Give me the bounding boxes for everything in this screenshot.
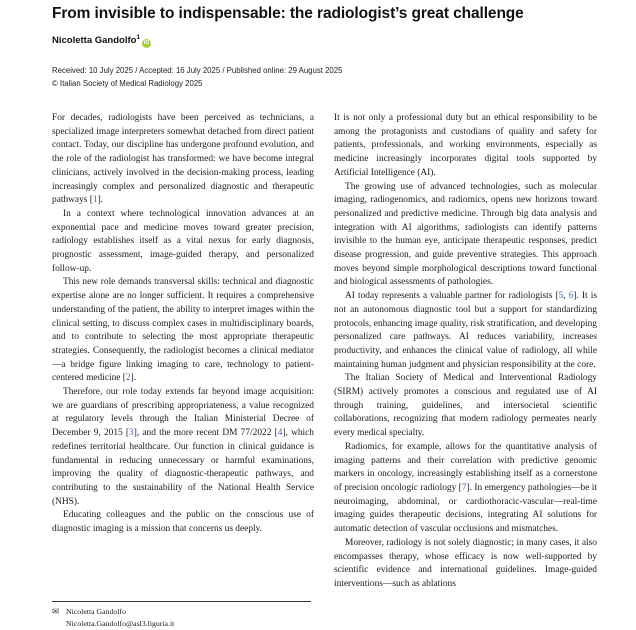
- paragraph: The Italian Society of Medical and Interventional Radiology (SIRM) actively promotes a conscious and regulated use of AI through training, guidelines, and intersocietal scientific collaborations, recognizing that modern radiology permeates nearly every medical specialty.: [334, 373, 597, 439]
- citation-link[interactable]: 5: [558, 291, 564, 302]
- paragraph: It is not only a professional duty but an ethical responsibility to be among the protagonists and custodians of quality and safety for patients, professionals, and working environments, especially as medicine increasingly incorporates digital tools supported by Artificial Intelligence (AI).: [334, 113, 597, 178]
- paragraph: Therefore, our role today extends far beyond image acquisition: we are guardians of prescribing appropriateness, a value recognized at regulatory levels through the Italian Ministerial Decree of December 9, 2015 [3], and the more recent DM 77/2022 [4], which redefines territorial healthcare. Our function in clinical guidance is fundamental in reducing unnecessary or harmful examinations, improving the quality of diagnostic-therapeutic pathways, and contributing to the sustainability of the National Health Service (NHS).: [52, 387, 314, 507]
- citation-link[interactable]: 2: [125, 373, 131, 384]
- citation-link[interactable]: 4: [277, 428, 283, 439]
- orcid-icon[interactable]: iD: [143, 40, 150, 47]
- affiliation-marker: 1: [136, 34, 141, 41]
- correspondence-email[interactable]: Nicoletta.Gandolfo@asl3.liguria.it: [66, 618, 175, 628]
- citation-link[interactable]: 7: [461, 482, 467, 493]
- correspondence-name: Nicoletta Gandolfo: [66, 607, 126, 616]
- paragraph: Educating colleagues and the public on the conscious use of diagnostic imaging is a mission that concerns us deeply.: [52, 510, 314, 535]
- page-title: From invisible to indispensable: the radiologist’s great challenge: [52, 5, 524, 22]
- paragraph: The growing use of advanced technologies, such as molecular imaging, radiogenomics, and radiomics, opens new horizons toward personalized and predictive medicine. Through big data analysis and integration with AI algorithms, radiologists can identify patterns invisible to the human eye, anticipate therapeutic responses, predict disease progression, and guide preventive strategies. This approach moves beyond simple morphological descriptions toward functional and biological assessments of pathologies.: [334, 181, 597, 288]
- paragraph: For decades, radiologists have been perceived as technicians, a specialized image interpreters somewhat detached from direct patient contact. Today, our discipline has undergone profound evolution, and the role of the radiologist has transformed: we have become integral clinicians, actively involved in the decision-making process, leading increasingly complex and personalized diagnostic and therapeutic pathways [1].: [52, 113, 314, 206]
- article-meta: [52, 65, 342, 90]
- paragraph: This new role demands transversal skills: technical and diagnostic expertise alone are no longer sufficient. It requires a comprehensive understanding of the patient, the ability to interpret images within the clinical setting, to discuss complex cases in multidisciplinary boards, and to contribute to selecting the most appropriate therapeutic strategies. Consequently, the radiologist becomes a clinical mediator—a bridge figure linking imaging to care, technology to patient-centered medicine [2].: [52, 277, 314, 384]
- copyright-line: © Italian Society of Medical Radiology 2025: [52, 78, 203, 88]
- paragraph: Moreover, radiology is not solely diagnostic; in many cases, it also encompasses therapy, whose efficacy is now well-supported by scientific evidence and international guidelines. Image-guided interventions—such as ablations: [334, 537, 597, 589]
- citation-link[interactable]: 1: [92, 195, 98, 206]
- paragraph: In a context where technological innovation advances at an exponential pace and medicine moves toward greater precision, radiology establishes itself as a vital nexus for early diagnosis, prognostic assessment, image-guided therapy, and personalized follow-up.: [52, 208, 314, 274]
- citation-link[interactable]: 6: [568, 291, 574, 302]
- right-column: [334, 112, 597, 592]
- author-line: [52, 34, 151, 48]
- correspondence-footnote: [52, 601, 311, 629]
- correspondence-block: [66, 606, 311, 629]
- received-accepted-published-line: Received: 10 July 2025 / Accepted: 16 July 2025 / Published online: 29 August 2025: [52, 66, 343, 75]
- paragraph: AI today represents a valuable partner for radiologists [5, 6]. It is not an autonomous diagnostic tool but a support for standardizing protocols, enhancing image quality, risk stratification, and developing personalized care pathways. AI reduces variability, increases productivity, and enhances the clinical value of radiology, all while maintaining human judgment and physician responsibility at the core.: [334, 291, 597, 370]
- paragraph: Radiomics, for example, allows for the quantitative analysis of imaging patterns and their correlation with predictive genomic markers in oncology, increasingly establishing itself as a cornerstone of precision oncologic radiology [7]. In emergency pathologies—be it neuroimaging, abdominal, or cardiothoracic-vascular—real-time imaging guides therapeutic decisions, integrating AI solutions for automatic detection of vascular occlusions and mismatches.: [334, 441, 597, 535]
- citation-link[interactable]: 3: [129, 428, 134, 439]
- envelope-icon: ✉: [52, 606, 60, 616]
- left-column: [52, 112, 314, 537]
- author-name: Nicoletta Gandolfo: [52, 35, 137, 47]
